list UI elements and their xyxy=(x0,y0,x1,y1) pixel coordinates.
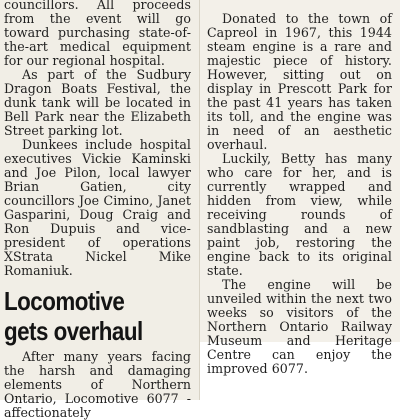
locomotive-story-lead xyxy=(4,350,191,420)
article-paragraph: After many years facing the harsh and damaging elements of Northern Ontario, Locomotive 6077 - affectionately xyxy=(4,349,191,420)
clipping-edge xyxy=(199,0,200,400)
headline-line: gets overhaul xyxy=(4,316,143,346)
headline-line: Locomotive xyxy=(4,286,125,316)
left-article-column xyxy=(4,0,191,278)
article-paragraph: The engine will be unveiled within the next two weeks so visitors of the Northern Ontario Railway Museum and Heritage Centre can enjoy the improved 6077. xyxy=(207,277,392,376)
right-article-column xyxy=(207,12,392,376)
article-paragraph: Donated to the town of Capreol in 1967, this 1944 steam engine is a rare and majestic piece of history. However, sitting out on display in Prescott Park for the past 41 years has taken its toll, and the engine was in need of an aesthetic overhaul. xyxy=(207,11,392,152)
article-paragraph: Dunkees include hospital executives Vickie Kaminski and Joe Pilon, local lawyer Brian Gatien, city councillors Joe Cimino, Janet Gasparini, Doug Craig and Ron Dupuis and vice-president of operations XStrata Nickel Mike Romaniuk. xyxy=(4,137,191,278)
article-paragraph: Luckily, Betty has many who care for her, and is currently wrapped and hidden from view, while receiving rounds of sandblasting and a new paint job, restoring the engine back to its original state. xyxy=(207,151,392,278)
article-paragraph: As part of the Sudbury Dragon Boats Festival, the dunk tank will be located in Bell Park near the Elizabeth Street parking lot. xyxy=(4,67,191,138)
article-paragraph: councillors. All proceeds from the event will go toward purchasing state-of-the-art medical equipment for our regional hospital. xyxy=(4,0,191,68)
article-headline xyxy=(4,286,172,346)
